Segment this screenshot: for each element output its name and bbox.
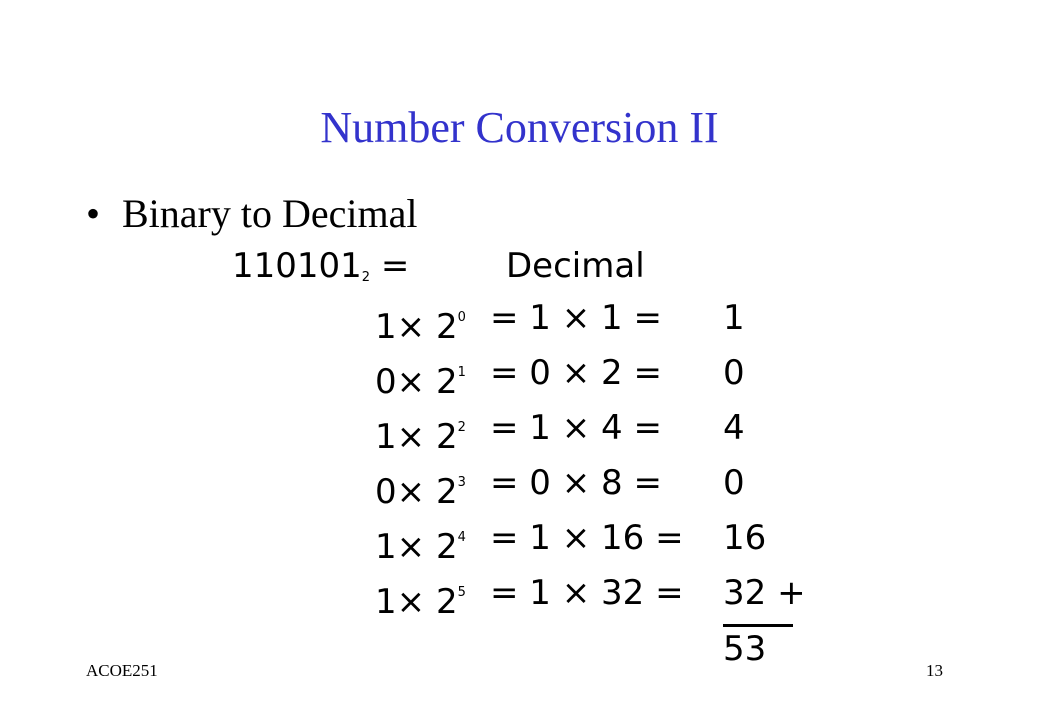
digit: 0	[375, 472, 397, 512]
product-term-1: = 0 × 2 =	[490, 353, 662, 393]
exponent: 1	[457, 365, 466, 380]
times-sign: ×	[396, 472, 426, 512]
sum-underline	[723, 624, 793, 627]
binary-equation	[232, 246, 409, 298]
result-value-4: 16	[723, 518, 767, 558]
product-term-4: = 1 × 16 =	[490, 518, 684, 558]
decimal-label: Decimal	[506, 246, 645, 286]
exponent: 0	[457, 310, 466, 325]
power-term-2	[375, 408, 466, 457]
bullet-icon: •	[86, 191, 101, 236]
digit: 1	[375, 527, 397, 567]
slide-title: Number Conversion II	[320, 103, 719, 152]
product-term-5: = 1 × 32 =	[490, 573, 684, 613]
power-term-4	[375, 518, 466, 567]
times-sign: ×	[396, 527, 426, 567]
product-term-2: = 1 × 4 =	[490, 408, 662, 448]
base: 2	[435, 307, 458, 347]
exponent: 3	[457, 475, 466, 490]
result-value-1: 0	[723, 353, 745, 393]
footer-course: ACOE251	[86, 661, 158, 680]
result-value-0: 1	[723, 298, 745, 338]
times-sign: ×	[396, 362, 426, 402]
result-value-5: 32 +	[723, 573, 806, 613]
power-term-1	[375, 353, 466, 402]
power-term-3	[375, 463, 466, 512]
result-value-2: 4	[723, 408, 745, 448]
result-value-3: 0	[723, 463, 745, 503]
digit: 1	[375, 307, 397, 347]
product-term-0: = 1 × 1 =	[490, 298, 662, 338]
digit: 1	[375, 417, 397, 457]
equals-sign: =	[380, 246, 410, 286]
product-term-3: = 0 × 8 =	[490, 463, 662, 503]
base: 2	[435, 527, 458, 567]
times-sign: ×	[396, 417, 426, 457]
base: 2	[435, 472, 458, 512]
binary-number: 110101	[232, 246, 362, 286]
digit: 0	[375, 362, 397, 402]
digit: 1	[375, 582, 397, 622]
base: 2	[435, 582, 458, 622]
power-term-5	[375, 573, 466, 622]
bullet-text: Binary to Decimal	[122, 191, 418, 236]
times-sign: ×	[396, 582, 426, 622]
binary-base: 2	[361, 270, 371, 285]
power-term-0	[375, 298, 466, 347]
base: 2	[435, 417, 458, 457]
base: 2	[435, 362, 458, 402]
times-sign: ×	[396, 307, 426, 347]
exponent: 4	[457, 530, 466, 545]
total-value: 53	[723, 629, 767, 669]
footer-page-number: 13	[926, 661, 943, 680]
exponent: 5	[457, 585, 466, 600]
bullet-item	[86, 190, 417, 238]
exponent: 2	[457, 420, 466, 435]
